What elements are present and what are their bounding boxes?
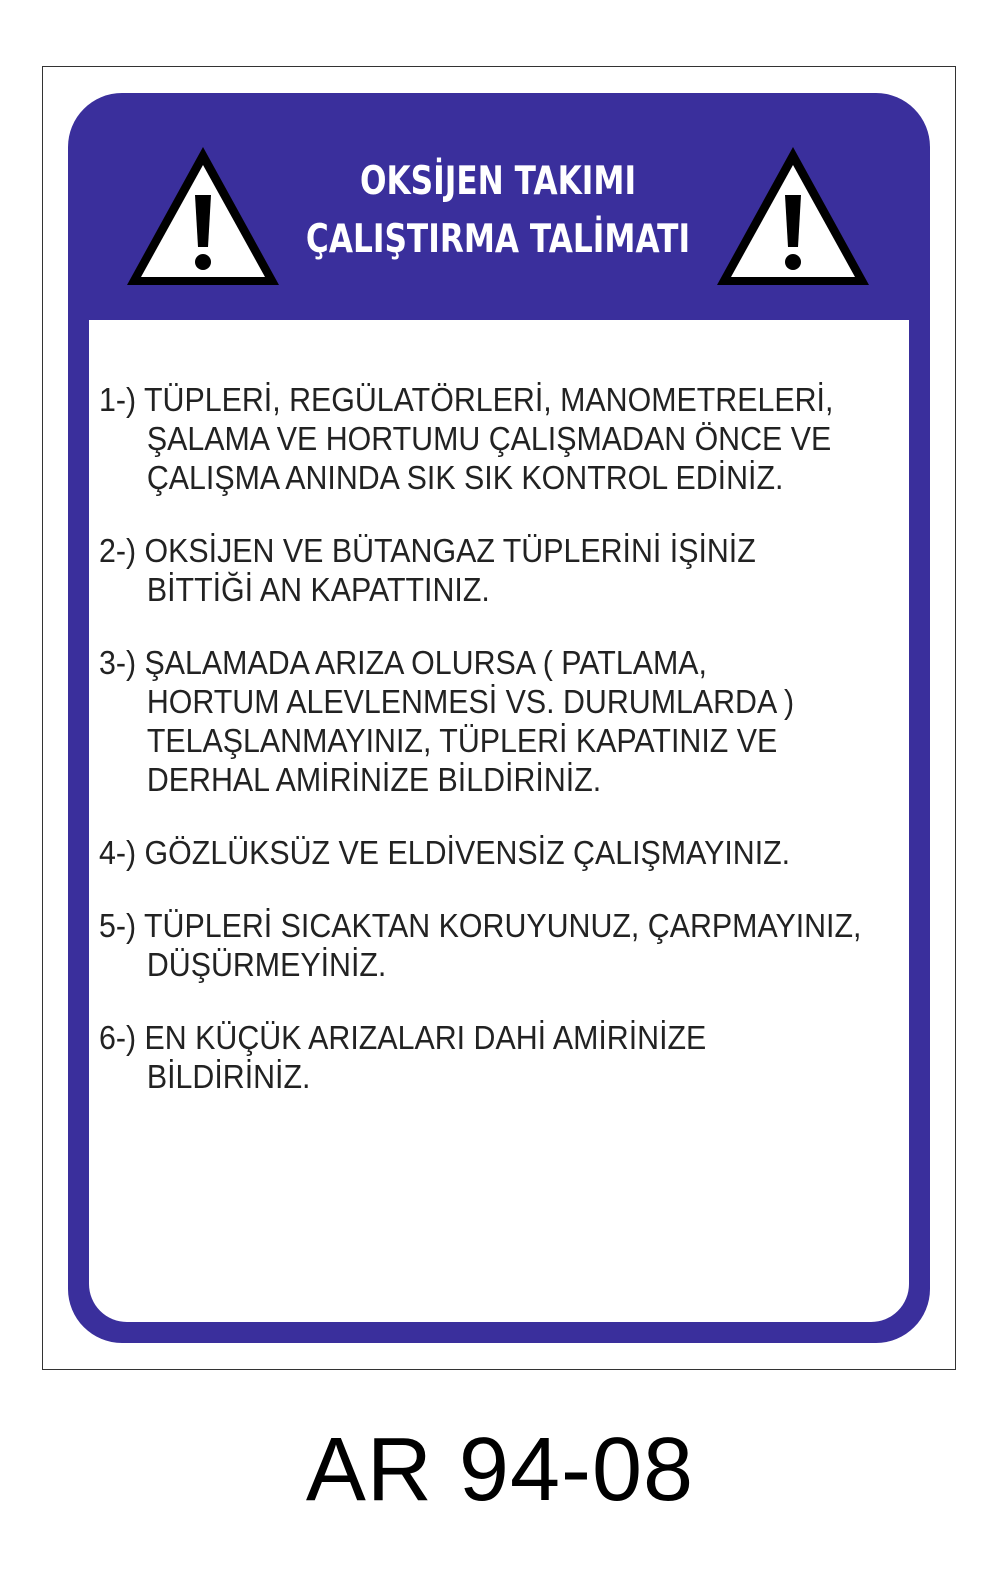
instruction-item [99,643,853,799]
instruction-item [99,1018,853,1096]
instruction-line: BİLDİRİNİZ. [146,1058,311,1095]
instruction-item [99,833,853,872]
instruction-line: TELAŞLANMAYINIZ, TÜPLERİ KAPATINIZ VE [146,722,778,759]
sign-panel [68,93,930,1343]
warning-triangle-icon [123,143,283,289]
instruction-line: 4-) GÖZLÜKSÜZ VE ELDİVENSİZ ÇALIŞMAYINIZ. [99,834,791,871]
instruction-line: ŞALAMA VE HORTUMU ÇALIŞMADAN ÖNCE VE [146,420,832,457]
instruction-line: 1-) TÜPLERİ, REGÜLATÖRLERİ, MANOMETRELERİ, [99,381,834,418]
instruction-item [99,380,853,497]
instruction-line: 3-) ŞALAMADA ARIZA OLURSA ( PATLAMA, [99,644,707,681]
sign-title [274,153,722,269]
sign-header [68,93,930,323]
instruction-line: 6-) EN KÜÇÜK ARIZALARI DAHİ AMİRİNİZE [99,1019,707,1056]
instruction-line: ÇALIŞMA ANINDA SIK SIK KONTROL EDİNİZ. [146,459,784,496]
sign-title-line-1: OKSİJEN TAKIMI [359,159,637,204]
instructions-panel [89,320,909,1322]
warning-triangle-icon [713,143,873,289]
instructions-list [99,380,919,1096]
instruction-line: DERHAL AMİRİNİZE BİLDİRİNİZ. [146,761,602,798]
instruction-line: DÜŞÜRMEYİNİZ. [146,946,387,983]
instruction-line: 5-) TÜPLERİ SICAKTAN KORUYUNUZ, ÇARPMAYINIZ, [99,907,862,944]
instruction-item [99,531,853,609]
instruction-line: 2-) OKSİJEN VE BÜTANGAZ TÜPLERİNİ İŞİNİZ [99,532,756,569]
sign-title-line-2: ÇALIŞTIRMA TALİMATI [305,217,691,262]
product-code: AR 94-08 [305,1420,695,1520]
instruction-line: HORTUM ALEVLENMESİ VS. DURUMLARDA ) [146,683,795,720]
instruction-item [99,906,862,984]
instruction-line: BİTTİĞİ AN KAPATTINIZ. [146,571,490,608]
